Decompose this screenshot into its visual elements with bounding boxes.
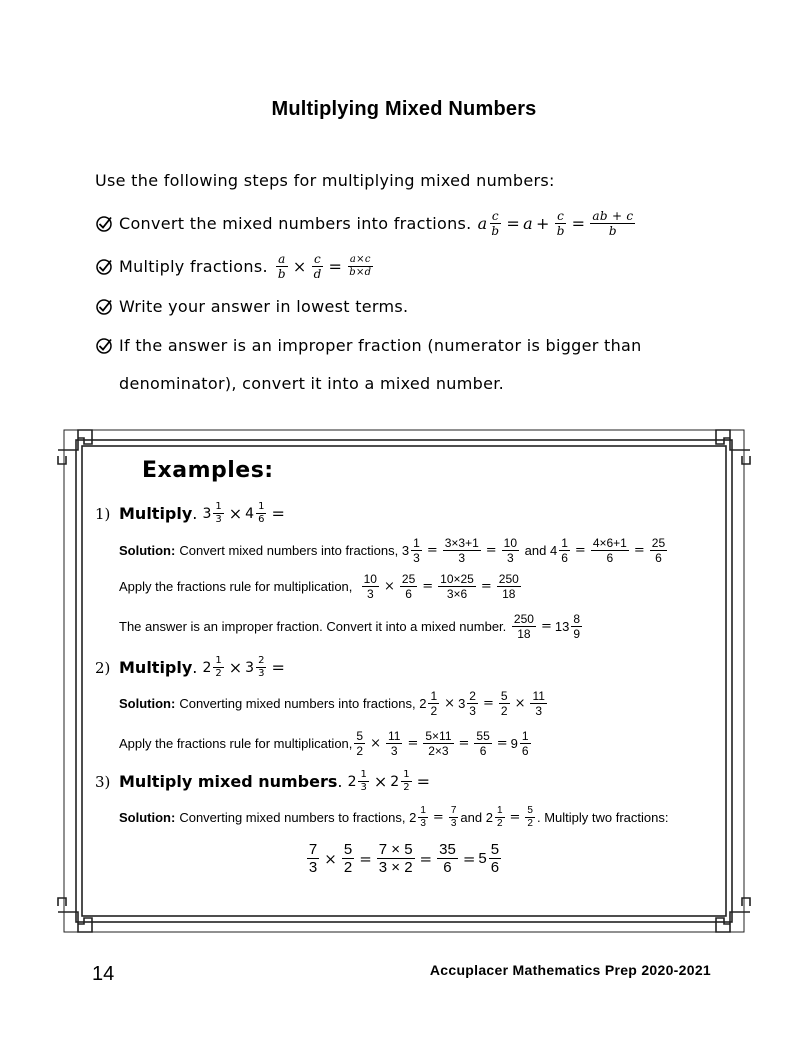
fraction: $\frac{5}{2}$ <box>343 841 353 876</box>
fraction: $\frac{1}{6}$ <box>521 729 529 758</box>
multiply-fractions-formula <box>274 253 376 280</box>
fraction: $\frac{1}{3}$ <box>420 805 426 829</box>
step-3 <box>95 297 408 316</box>
fraction: $\frac{2}{3}$ <box>258 655 265 679</box>
formula-op: + <box>535 214 550 233</box>
example-2-solution: Solution: Converting mixed numbers into fractions, 2 $\frac{1}{2}$ × 3 $\frac{2}{3}$ = $\frac{5}{2}$ × $\frac{11}{3}$ <box>119 689 545 718</box>
step-text: Multiply fractions. <box>119 257 268 276</box>
fraction: $\frac{4\times 6+1}{6}$ <box>592 536 627 565</box>
formula-fraction: $\frac{c}{b}$ <box>491 209 500 238</box>
formula-op: × <box>292 257 307 276</box>
example-2-apply: Apply the fractions rule for multiplication, $\frac{5}{2}$ × $\frac{11}{3}$ = $\frac{5\times 11}{2\times 3}$ = $\frac{55}{6}$ = 9 $\frac{1}{6}$ <box>119 729 529 758</box>
example-1-question: 1) Multiply . 3 $\frac{1}{3}$ × 4 $\frac{1}{6}$ = <box>95 501 285 525</box>
formula-fraction: $\frac{c}{d}$ <box>313 252 322 281</box>
solution-text: Converting mixed numbers into fractions, <box>179 696 416 711</box>
whole-number: 2 <box>347 773 357 790</box>
fraction: $\frac{5}{2}$ <box>356 729 364 758</box>
example-1-apply: Apply the fractions rule for multiplication, $\frac{10}{3}$ × $\frac{25}{6}$ = $\frac{10\times 25}{3\times 6}$ = $\frac{250}{18}$ <box>119 572 519 601</box>
apply-text: Apply the fractions rule for multiplication, <box>119 736 353 751</box>
formula-fraction: $\frac{c}{b}$ <box>556 209 565 238</box>
fraction: $\frac{10\times 25}{3\times 6}$ <box>440 572 474 601</box>
fraction: $\frac{1}{3}$ <box>215 501 222 525</box>
whole-number: 2 <box>202 659 212 676</box>
step-1 <box>95 210 637 237</box>
fraction: $\frac{35}{6}$ <box>439 841 456 876</box>
whole-number: 2 <box>390 773 400 790</box>
example-label: Multiply <box>119 658 193 677</box>
apply-text: Apply the fractions rule for multiplication, <box>119 579 353 594</box>
whole-number: 5 <box>478 850 487 867</box>
step-text: If the answer is an improper fraction (numerator is bigger than <box>119 336 642 355</box>
whole-number: 3 <box>458 696 466 711</box>
check-circle-icon <box>95 337 113 355</box>
solution-label: Solution: <box>119 543 176 558</box>
page-number: 14 <box>92 963 115 985</box>
fraction: $\frac{7}{3}$ <box>450 805 457 829</box>
solution-text: Converting mixed numbers to fractions, <box>179 810 406 825</box>
step-4-continuation: denominator), convert it into a mixed number. <box>119 374 505 393</box>
formula-fraction: $\frac{a}{b}$ <box>277 252 286 281</box>
fraction: $\frac{25}{6}$ <box>651 536 666 565</box>
step-text: Write your answer in lowest terms. <box>119 297 409 316</box>
example-2-question: 2) Multiply . 2 $\frac{1}{2}$ × 3 $\frac{2}{3}$ = <box>95 655 285 679</box>
and-text: and <box>524 543 547 558</box>
formula-term: a <box>477 214 488 233</box>
check-circle-icon <box>95 298 113 316</box>
whole-number: 2 <box>409 810 417 825</box>
example-1-improper: The answer is an improper fraction. Convert it into a mixed number. $\frac{250}{18}$ = 13 $\frac{8}{9}$ <box>119 612 581 641</box>
whole-number: 4 <box>549 543 558 558</box>
solution-label: Solution: <box>119 696 176 711</box>
mixed-to-fraction-formula <box>478 210 638 237</box>
fraction: $\frac{11}{3}$ <box>387 729 401 758</box>
fraction: $\frac{1}{3}$ <box>413 536 420 565</box>
formula-op: = <box>328 257 343 276</box>
fraction: $\frac{7}{3}$ <box>308 841 318 876</box>
example-number: 1) <box>95 504 111 523</box>
formula-fraction: $\frac{a\times c}{b\times d}$ <box>349 254 372 278</box>
solution-label: Solution: <box>119 810 176 825</box>
formula-op: = <box>571 214 586 233</box>
footer-book-title: Accuplacer Mathematics Prep 2020-2021 <box>429 962 711 978</box>
whole-number: 13 <box>554 619 570 634</box>
fraction: $\frac{10}{3}$ <box>363 572 377 601</box>
step-2 <box>95 253 375 280</box>
whole-number: 3 <box>245 659 255 676</box>
example-number: 2) <box>95 658 111 677</box>
fraction: $\frac{11}{3}$ <box>532 689 545 718</box>
fraction: $\frac{1}{3}$ <box>360 769 367 793</box>
fraction: $\frac{3\times 3+1}{3}$ <box>444 536 479 565</box>
improper-text: The answer is an improper fraction. Convert it into a mixed number. <box>119 619 507 634</box>
fraction: $\frac{5}{2}$ <box>500 689 508 718</box>
whole-number: 2 <box>485 810 493 825</box>
formula-term: a <box>523 214 533 233</box>
and-text: and <box>460 810 483 825</box>
whole-number: 4 <box>245 505 255 522</box>
whole-number: 9 <box>510 736 518 751</box>
whole-number: 3 <box>401 543 410 558</box>
page-title: Multiplying Mixed Numbers <box>271 98 537 120</box>
fraction: $\frac{1}{6}$ <box>258 501 265 525</box>
example-label: Multiply mixed numbers <box>119 772 338 791</box>
fraction: $\frac{1}{2}$ <box>496 805 503 829</box>
formula-op: = <box>506 214 521 233</box>
fraction: $\frac{10}{3}$ <box>503 536 518 565</box>
example-3-final-equation: $\frac{7}{3}$ × $\frac{5}{2}$ = $\frac{7 \times 5}{3 \times 2}$ = $\frac{35}{6}$ = 5 $\frac{5}{6}$ <box>308 841 500 876</box>
whole-number: 2 <box>419 696 427 711</box>
fraction: $\frac{25}{6}$ <box>401 572 416 601</box>
intro-text: Use the following steps for multiplying mixed numbers: <box>95 171 555 190</box>
fraction: $\frac{2}{3}$ <box>469 689 476 718</box>
fraction: $\frac{250}{18}$ <box>513 612 534 641</box>
step-text: Convert the mixed numbers into fractions. <box>119 214 472 233</box>
example-1-solution: Solution: Convert mixed numbers into fractions, 3 $\frac{1}{3}$ = $\frac{3\times 3+1}{3}$ = $\frac{10}{3}$ and 4 $\frac{1}{6}$ = $\frac{4\times 6+1}{6}$ = $\frac{25}{6}$ <box>119 536 666 565</box>
fraction: $\frac{5}{2}$ <box>527 805 533 829</box>
fraction: $\frac{250}{18}$ <box>498 572 519 601</box>
fraction: $\frac{1}{2}$ <box>215 655 222 679</box>
fraction: $\frac{7 \times 5}{3 \times 2}$ <box>378 841 413 876</box>
fraction: $\frac{1}{2}$ <box>403 769 410 793</box>
examples-heading: Examples: <box>142 458 274 483</box>
example-label: Multiply <box>119 504 193 523</box>
check-circle-icon <box>95 258 113 276</box>
step-4 <box>95 336 642 355</box>
fraction: $\frac{5}{6}$ <box>490 841 500 876</box>
fraction: $\frac{5\times 11}{2\times 3}$ <box>425 729 452 758</box>
formula-fraction: $\frac{ab + c}{b}$ <box>592 209 634 238</box>
fraction: $\frac{1}{6}$ <box>561 536 568 565</box>
fraction: $\frac{55}{6}$ <box>476 729 490 758</box>
check-circle-icon <box>95 215 113 233</box>
fraction: $\frac{1}{2}$ <box>430 689 438 718</box>
tail-text: . Multiply two fractions: <box>536 810 669 825</box>
fraction: $\frac{8}{9}$ <box>573 612 581 641</box>
example-3-solution: Solution: Converting mixed numbers to fractions, 2 $\frac{1}{3}$ = $\frac{7}{3}$ and 2 $\frac{1}{2}$ = $\frac{5}{2}$ . Multiply two fractions: <box>119 805 669 829</box>
example-number: 3) <box>95 772 111 791</box>
solution-text: Convert mixed numbers into fractions, <box>179 543 399 558</box>
example-3-question: 3) Multiply mixed numbers . 2 $\frac{1}{3}$ × 2 $\frac{1}{2}$ = <box>95 769 430 793</box>
whole-number: 3 <box>202 505 212 522</box>
